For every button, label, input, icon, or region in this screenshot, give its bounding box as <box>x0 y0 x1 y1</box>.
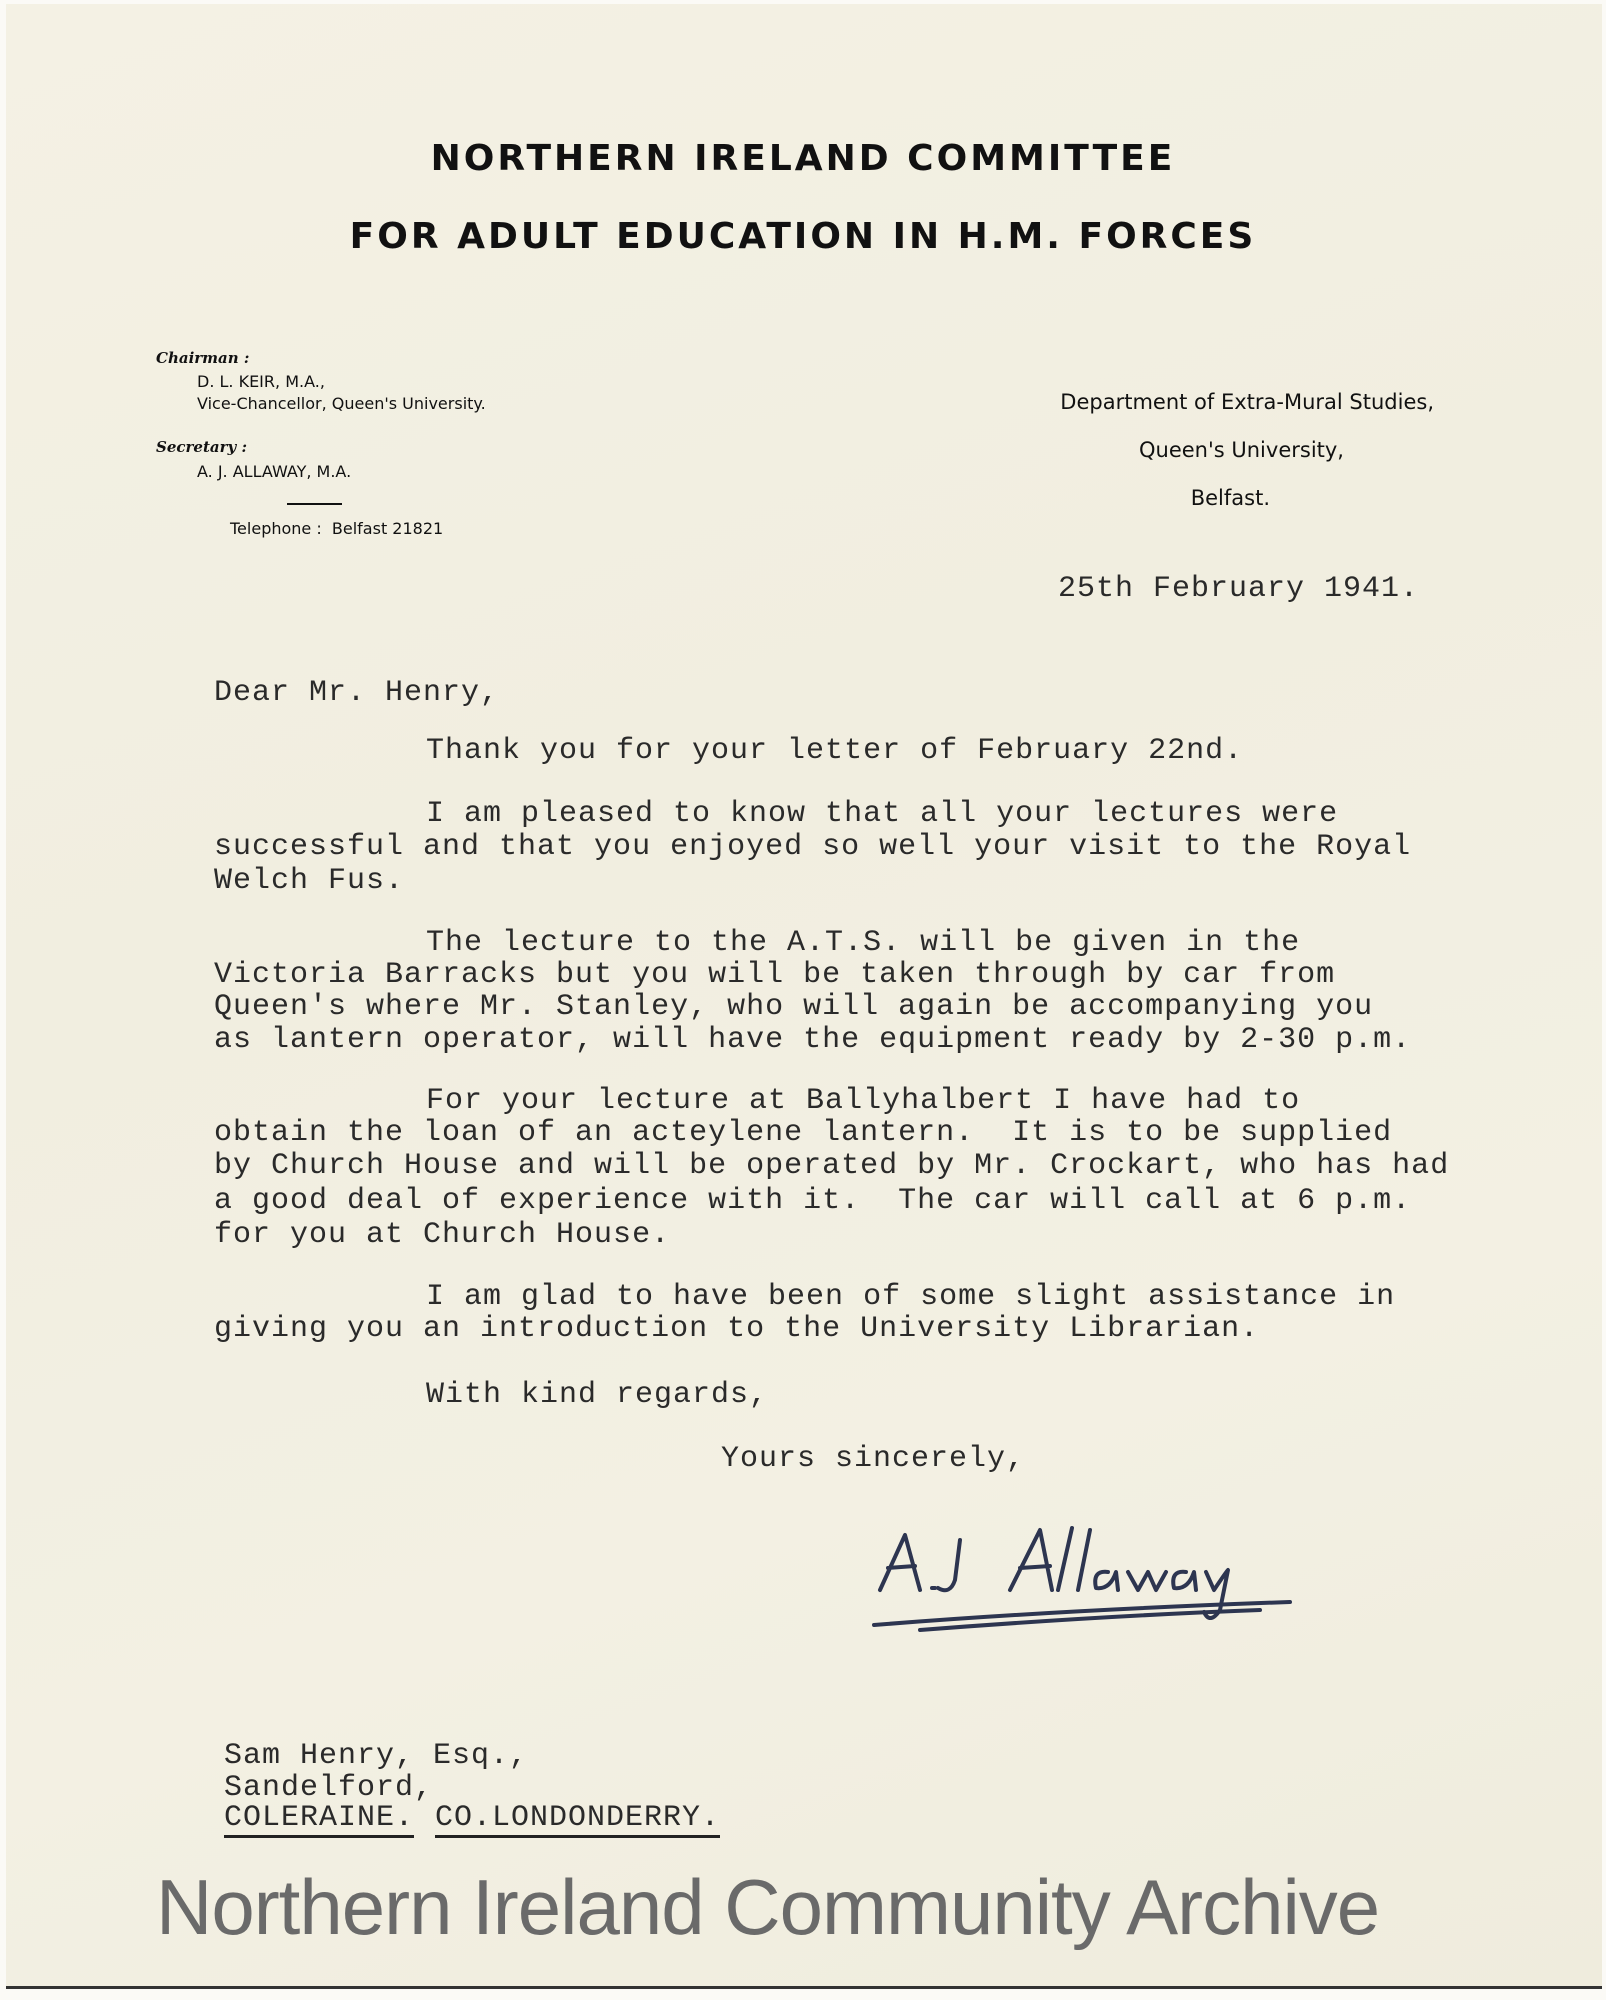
body-line: With kind regards, <box>426 1378 769 1412</box>
salutation: Dear Mr. Henry, <box>214 676 500 710</box>
recipient-house: Sandelford, <box>224 1771 434 1805</box>
body-line: successful and that you enjoyed so well your visit to the Royal <box>214 830 1412 864</box>
letterhead-line-2: FOR ADULT EDUCATION IN H.M. FORCES <box>349 216 1257 257</box>
letter-date: 25th February 1941. <box>1058 572 1420 606</box>
sender-address-line: Department of Extra-Mural Studies, <box>1060 390 1434 414</box>
watermark: Northern Ireland Community Archive <box>156 1863 1380 1951</box>
body-line: For your lecture at Ballyhalbert I have had to <box>426 1084 1301 1118</box>
sender-address-line: Queen's University, <box>1139 438 1344 462</box>
body-line: as lantern operator, will have the equipment ready by 2-30 p.m. <box>214 1023 1412 1057</box>
recipient-county: CO.LONDONDERRY. <box>435 1801 720 1838</box>
body-line: giving you an introduction to the University Librarian. <box>214 1312 1260 1346</box>
body-line: Queen's where Mr. Stanley, who will again be accompanying you <box>214 990 1374 1024</box>
recipient-name: Sam Henry, Esq., <box>224 1739 529 1773</box>
chairman-title: Vice-Chancellor, Queen's University. <box>197 394 486 413</box>
body-line: Victoria Barracks but you will be taken through by car from <box>214 958 1336 992</box>
secretary-label: Secretary : <box>156 438 247 456</box>
body-line: Welch Fus. <box>214 864 405 898</box>
body-line: a good deal of experience with it. The car will call at 6 p.m. <box>214 1184 1412 1218</box>
secretary-name: A. J. ALLAWAY, M.A. <box>197 462 352 481</box>
signature <box>860 1520 1300 1640</box>
body-line: Thank you for your letter of February 22nd. <box>426 734 1244 768</box>
body-line: for you at Church House. <box>214 1218 671 1252</box>
body-line: The lecture to the A.T.S. will be given in the <box>426 926 1301 960</box>
telephone: Telephone : Belfast 21821 <box>230 519 444 538</box>
chairman-label: Chairman : <box>156 349 250 367</box>
sender-address-line: Belfast. <box>1190 486 1270 510</box>
divider <box>287 503 342 505</box>
chairman-name: D. L. KEIR, M.A., <box>197 372 325 391</box>
body-line: obtain the loan of an acteylene lantern. It is to be supplied <box>214 1116 1393 1150</box>
body-line: I am glad to have been of some slight assistance in <box>426 1280 1396 1314</box>
body-line: by Church House and will be operated by Mr. Crockart, who has had <box>214 1149 1450 1183</box>
letterhead-line-1: NORTHERN IRELAND COMMITTEE <box>430 138 1176 179</box>
recipient-town: COLERAINE. <box>224 1801 414 1838</box>
closing: Yours sincerely, <box>721 1442 1026 1476</box>
body-line: I am pleased to know that all your lectures were <box>426 797 1339 831</box>
